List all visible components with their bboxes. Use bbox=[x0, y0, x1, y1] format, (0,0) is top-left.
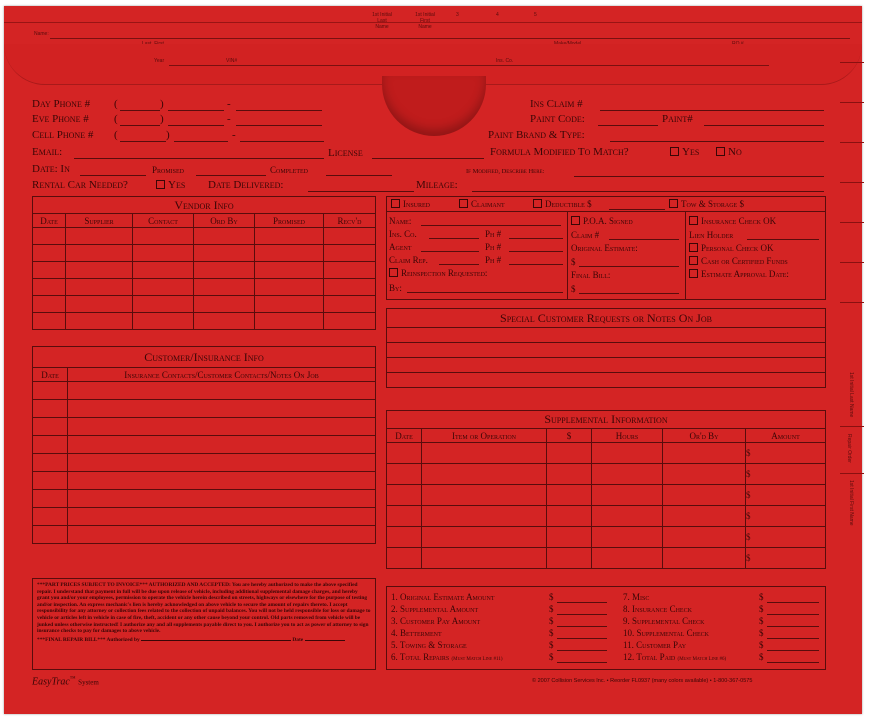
date-delivered-label: Date Delivered: bbox=[208, 179, 284, 191]
estimate-approval-label: Estimate Approval Date: bbox=[701, 269, 789, 279]
final-repair-label: ***FINAL REPAIR BILL*** Authorized by bbox=[37, 636, 140, 643]
poa-label: P.O.A. Signed bbox=[583, 216, 633, 226]
cell-phone-label: Cell Phone # bbox=[32, 129, 94, 141]
total-line-12 bbox=[623, 652, 726, 662]
final-repair-line bbox=[37, 637, 371, 644]
insured-label: Insured bbox=[403, 199, 430, 209]
total-line-8: 8. Insurance Check bbox=[623, 604, 692, 614]
file-folder: 1st Initial Last Name 1st Initial First Name 3 4 5 Name: Year VIN# Ins. Co. Day Phone # ( ) - Eve Phone # ( ) - Cell Phone # ( ) - Email: License Date: In Promised Completed Rental Car Needed? Yes Date Delivered: Ins Claim # Paint Code: Paint# Paint Brand & Type: Formula Modified To Match? Yes No If Modified, Describe Here: Mileage: Vendor Info Date Supplier Contact Ord By Promised Recv'd Customer/Insurance Info Date Insurance Contacts/Customer Contacts/Notes On Job Insured Claimant Deductible $ Tow & Storage $ Name: Ins. Co. Ph # Agent Ph # Claim Rep. Ph # Reinspection Requested: By: P.O.A. Signed Claim # Original Estimate: $ Final Bill: $ Insurance Check OK Lien Holder Personal Check OK Cash or Certified Funds Estimate Approval Date: Special Customer Requests or Notes On Job Supplemental Information Date Item or Operation $ Hours Or'd By Amount $ $ $ $ $ $ ***PART PRICES SUBJECT TO INVOICE*** AUTHORIZED AND ACCEPTED: You are hereby authorized to make the above specified repair. I understand that payment in full will be due upon release of vehicle, including additional supplemental damage charges, and hereby grant you and/or your employees, permission to operate the vehicle herein described on streets, highways or elsewhere for the purpose of testing and/or inspection. An express mechanic's lien is hereby acknowledged on above vehicle to secure the amount of repairs thereto. I accept responsibility for any attorney or collection fees related to the collection of unpaid balances. You will not be held responsible for loss or damage to vehicle or articles left in vehicle in case of fire, theft, accident or any other cause beyond your control. Old parts removed from vehicle will be junked unless otherwise instructed! I authorize any and all supplements payable direct to you. I authorize you to act as power of attorney to sign insurance checks to pay for damages to above vehicle. ***FINAL REPAIR BILL*** Authorized by Date 1. Original Estimate Amount 2. Supplemental Amount 3. Customer Pay Amount 4. Betterment 5. Towing & Storage 6. Total Repairs (Must Match Line #11) $ $ $ $ $ $ 7. Misc 8. Insurance Check 9. Supplemental Check 10. Supplemental Check 11. Customer Pay 12. Total Paid (Must Match Line #6) $ $ $ $ $ $ EasyTrac™ System © 2007 Collision Services Inc. • Reorder FL0937 (many colors available) • 1-800-367-0575 1st Initial Last Name Repair Order 1st Initial First Name bbox=[4, 6, 862, 714]
brand-name: EasyTrac bbox=[32, 676, 70, 688]
dollar-4: $ bbox=[549, 628, 554, 638]
insurance-details-box bbox=[386, 196, 826, 300]
top-tab-2: 1st Initial First Name bbox=[415, 12, 435, 30]
table-row[interactable] bbox=[387, 548, 826, 569]
total-repairs-note: (Must Match Line #11) bbox=[451, 657, 503, 662]
table-row[interactable] bbox=[33, 245, 376, 262]
table-row[interactable] bbox=[387, 485, 826, 506]
checkbox-icon bbox=[156, 180, 165, 189]
rental-yes-checkbox[interactable] bbox=[156, 179, 185, 191]
ins-name-label: Name: bbox=[389, 216, 412, 226]
orig-est-dollar: $ bbox=[571, 257, 576, 267]
authorization-text: ***PART PRICES SUBJECT TO INVOICE*** AUTHORIZED AND ACCEPTED: You are hereby authorized to make the above specified repair. I understand that payment in full will be due upon release of vehicle, including additional supplemental damage charges, and hereby grant you and/or your employees, permission to operate the vehicle herein described on streets, highways or elsewhere for the purpose of testing and/or inspection. An express mechanic's lien is hereby acknowledged on above vehicle to secure the amount of repairs thereto. I accept responsibility for any attorney or collection fees related to the collection of unpaid balances. You will not be held responsible for loss or damage to vehicle or articles left in vehicle in case of fire, theft, accident or any other cause beyond your control. Old parts removed from vehicle will be junked unless otherwise instructed! I authorize any and all supplements payable direct to you. I authorize you to act as power of attorney to sign insurance checks to pay for damages to above vehicle. bbox=[37, 582, 371, 635]
vendor-col-recvd: Recv'd bbox=[324, 214, 376, 228]
authorization-box bbox=[32, 578, 376, 670]
total-line-9: 9. Supplemental Check bbox=[623, 616, 705, 626]
tow-storage-label: Tow & Storage $ bbox=[681, 199, 744, 209]
checkbox-icon bbox=[689, 216, 698, 225]
amount-field-12[interactable] bbox=[767, 652, 819, 663]
dollar-1: $ bbox=[549, 592, 554, 602]
formula-no-label: No bbox=[728, 146, 742, 158]
total-paid-note: (Must Match Line #6) bbox=[677, 657, 727, 662]
total-line-6 bbox=[391, 652, 503, 662]
day-phone-area-field[interactable] bbox=[120, 98, 160, 111]
amount-field-6[interactable] bbox=[557, 652, 607, 663]
vendor-col-date: Date bbox=[33, 214, 66, 228]
claim-rep-label: Claim Rep. bbox=[389, 255, 428, 265]
ins-claim-label: Ins Claim # bbox=[530, 98, 583, 110]
supp-col-item: Item or Operation bbox=[422, 429, 547, 443]
completed-label: Completed bbox=[270, 165, 309, 175]
total-line-10: 10. Supplemental Check bbox=[623, 628, 709, 638]
estimate-approval-checkbox[interactable] bbox=[689, 269, 789, 279]
paint-brand-label: Paint Brand & Type: bbox=[488, 129, 585, 141]
side-tab-repair-order bbox=[840, 426, 864, 474]
vendor-info-table bbox=[32, 196, 376, 330]
agent-label: Agent bbox=[389, 242, 412, 252]
table-row[interactable] bbox=[387, 328, 826, 343]
amount-dollar: $ bbox=[746, 443, 826, 464]
reinspection-checkbox[interactable] bbox=[389, 268, 487, 278]
claim-rep-ph-label: Ph # bbox=[485, 255, 502, 265]
amount-dollar: $ bbox=[746, 485, 826, 506]
total-line-4: 4. Betterment bbox=[391, 628, 442, 638]
table-row[interactable] bbox=[387, 443, 826, 464]
checkbox-icon bbox=[571, 216, 580, 225]
license-label: License bbox=[328, 147, 363, 159]
amount-field-10[interactable] bbox=[767, 628, 819, 639]
ins-co-field[interactable] bbox=[429, 228, 479, 239]
date-delivered-field[interactable] bbox=[308, 179, 414, 192]
top-tab-1: 1st Initial Last Name bbox=[372, 12, 392, 30]
vendor-col-promised: Promised bbox=[255, 214, 324, 228]
total-line-7: 7. Misc bbox=[623, 592, 650, 602]
lien-holder-label: Lien Holder bbox=[689, 230, 734, 240]
date-in-field[interactable] bbox=[80, 163, 146, 176]
total-line-2: 2. Supplemental Amount bbox=[391, 604, 479, 614]
amount-field-3[interactable] bbox=[557, 616, 607, 627]
rental-label: Rental Car Needed? bbox=[32, 179, 128, 191]
dollar-3: $ bbox=[549, 616, 554, 626]
final-date-label: Date bbox=[292, 636, 304, 643]
ins-check-ok-label: Insurance Check OK bbox=[701, 216, 777, 226]
dollar-6: $ bbox=[549, 652, 554, 662]
ins-name-field[interactable] bbox=[421, 215, 561, 226]
original-estimate-field[interactable] bbox=[579, 256, 679, 267]
supp-col-amount: Amount bbox=[746, 429, 826, 443]
paint-code-label: Paint Code: bbox=[530, 113, 585, 125]
eve-phone-prefix-field[interactable] bbox=[168, 113, 224, 126]
table-row[interactable] bbox=[33, 436, 376, 454]
formula-yes-label: Yes bbox=[682, 146, 700, 158]
eve-phone-area-field[interactable] bbox=[120, 113, 160, 126]
claimant-label: Claimant bbox=[471, 199, 505, 209]
checkbox-icon bbox=[391, 199, 400, 208]
table-row[interactable] bbox=[387, 358, 826, 373]
formula-label: Formula Modified To Match? bbox=[490, 146, 629, 158]
table-row[interactable] bbox=[387, 506, 826, 527]
amount-field-2[interactable] bbox=[557, 604, 607, 615]
brand-system: System bbox=[78, 678, 99, 687]
checkbox-icon bbox=[689, 269, 698, 278]
tow-storage-checkbox[interactable] bbox=[669, 199, 744, 209]
thumb-cutout bbox=[382, 76, 486, 136]
amount-dollar: $ bbox=[746, 527, 826, 548]
ins-co-label: Ins. Co. bbox=[496, 58, 514, 64]
table-row[interactable] bbox=[33, 400, 376, 418]
mileage-label: Mileage: bbox=[416, 179, 458, 191]
total-line-5: 5. Towing & Storage bbox=[391, 640, 467, 650]
ins-check-ok-checkbox[interactable] bbox=[689, 216, 776, 226]
ins-co-field-label: Ins. Co. bbox=[389, 229, 417, 239]
claim-number-field[interactable] bbox=[609, 229, 679, 240]
checkbox-icon bbox=[459, 199, 468, 208]
email-label: Email: bbox=[32, 146, 63, 158]
dollar-5: $ bbox=[549, 640, 554, 650]
vendor-col-supplier: Supplier bbox=[66, 214, 133, 228]
amount-field-5[interactable] bbox=[557, 640, 607, 651]
copyright-text: © 2007 Collision Services Inc. • Reorder FL0937 (many colors available) • 1-800-367-0575 bbox=[532, 678, 753, 684]
promised-field[interactable] bbox=[196, 163, 266, 176]
amount-field-7[interactable] bbox=[767, 592, 819, 603]
ins-claim-field[interactable] bbox=[600, 98, 824, 111]
dollar-11: $ bbox=[759, 640, 764, 650]
dollar-9: $ bbox=[759, 616, 764, 626]
original-estimate-label: Original Estimate: bbox=[571, 243, 638, 253]
table-row[interactable] bbox=[387, 343, 826, 358]
brand-logo bbox=[32, 676, 99, 687]
claim-rep-field[interactable] bbox=[439, 254, 479, 265]
supp-col-dollar: $ bbox=[547, 429, 592, 443]
year-label: Year bbox=[154, 58, 165, 64]
day-phone-prefix-field[interactable] bbox=[168, 98, 224, 111]
formula-no-checkbox[interactable] bbox=[716, 146, 742, 158]
supp-col-hours: Hours bbox=[592, 429, 663, 443]
personal-check-label: Personal Check OK bbox=[701, 243, 774, 253]
top-tab-4: 4 bbox=[496, 12, 499, 18]
table-row[interactable] bbox=[33, 508, 376, 526]
side-tab-first-name: 1st Initial First Name bbox=[848, 480, 854, 526]
agent-ph-field[interactable] bbox=[509, 241, 563, 252]
vin-label: VIN# bbox=[226, 58, 238, 64]
customer-insurance-title: Customer/Insurance Info bbox=[33, 347, 376, 368]
ins-co-ph-field[interactable] bbox=[509, 228, 563, 239]
authorized-by-field[interactable] bbox=[141, 640, 291, 641]
table-row[interactable] bbox=[387, 373, 826, 388]
amount-field-1[interactable] bbox=[557, 592, 607, 603]
cell-phone-area-field[interactable] bbox=[120, 129, 166, 142]
if-modified-label: If Modified, Describe Here: bbox=[466, 168, 545, 175]
special-requests-table bbox=[386, 308, 826, 388]
claimant-checkbox[interactable] bbox=[459, 199, 505, 209]
reinspection-label: Reinspection Requested: bbox=[401, 268, 488, 278]
table-row[interactable] bbox=[33, 418, 376, 436]
year-vin-line bbox=[169, 65, 769, 66]
dollar-7: $ bbox=[759, 592, 764, 602]
table-row[interactable] bbox=[33, 490, 376, 508]
side-tab-repair-order-label: Repair Order bbox=[846, 434, 852, 463]
promised-label: Promised bbox=[152, 165, 185, 175]
final-bill-field[interactable] bbox=[579, 283, 679, 294]
dollar-8: $ bbox=[759, 604, 764, 614]
table-row[interactable] bbox=[33, 262, 376, 279]
table-row[interactable] bbox=[387, 527, 826, 548]
date-in-label: Date: In bbox=[32, 163, 70, 175]
eve-phone-number-field[interactable] bbox=[236, 113, 322, 126]
cash-checkbox[interactable] bbox=[689, 256, 788, 266]
deductible-field[interactable] bbox=[609, 199, 665, 210]
completed-field[interactable] bbox=[326, 163, 392, 176]
paint-number-label: Paint# bbox=[662, 113, 693, 125]
amount-dollar: $ bbox=[746, 548, 826, 569]
table-row[interactable] bbox=[33, 296, 376, 313]
top-tab-5: 5 bbox=[534, 12, 537, 18]
total-line-3: 3. Customer Pay Amount bbox=[391, 616, 481, 626]
deductible-checkbox[interactable] bbox=[533, 199, 592, 209]
table-row[interactable] bbox=[33, 472, 376, 490]
amount-field-11[interactable] bbox=[767, 640, 819, 651]
amount-dollar: $ bbox=[746, 506, 826, 527]
checkbox-icon bbox=[689, 243, 698, 252]
day-phone-number-field[interactable] bbox=[236, 98, 322, 111]
vendor-info-title: Vendor Info bbox=[33, 197, 376, 214]
claim-number-label: Claim # bbox=[571, 230, 600, 240]
cell-phone-number-field[interactable] bbox=[240, 129, 324, 142]
amount-field-9[interactable] bbox=[767, 616, 819, 627]
paint-brand-field[interactable] bbox=[610, 129, 824, 142]
final-date-field[interactable] bbox=[305, 640, 345, 641]
special-requests-title: Special Customer Requests or Notes On Job bbox=[387, 309, 826, 328]
deductible-label: Deductible $ bbox=[545, 199, 592, 209]
final-bill-dollar: $ bbox=[571, 284, 576, 294]
formula-yes-checkbox[interactable] bbox=[670, 146, 699, 158]
amount-field-4[interactable] bbox=[557, 628, 607, 639]
ins-co-ph-label: Ph # bbox=[485, 229, 502, 239]
side-tab-last-name: 1st Initial Last Name bbox=[848, 372, 854, 418]
trademark-mark: ™ bbox=[69, 676, 76, 682]
cust-col-date: Date bbox=[33, 368, 68, 382]
paint-code-field[interactable] bbox=[598, 113, 658, 126]
table-row[interactable] bbox=[33, 382, 376, 400]
name-line bbox=[50, 38, 850, 39]
amount-dollar: $ bbox=[746, 464, 826, 485]
eve-phone-label: Eve Phone # bbox=[32, 113, 89, 125]
license-field[interactable] bbox=[372, 146, 484, 159]
table-row[interactable] bbox=[33, 313, 376, 330]
checkbox-icon bbox=[389, 268, 398, 277]
day-phone-label: Day Phone # bbox=[32, 98, 91, 110]
dollar-2: $ bbox=[549, 604, 554, 614]
table-row[interactable] bbox=[33, 228, 376, 245]
insured-checkbox[interactable] bbox=[391, 199, 430, 209]
total-line-11: 11. Customer Pay bbox=[623, 640, 687, 650]
table-row[interactable] bbox=[33, 454, 376, 472]
top-fold-line bbox=[4, 22, 862, 23]
email-field[interactable] bbox=[74, 146, 324, 159]
checkbox-icon bbox=[533, 199, 542, 208]
personal-check-checkbox[interactable] bbox=[689, 243, 774, 253]
lien-holder-field[interactable] bbox=[747, 229, 819, 240]
agent-field[interactable] bbox=[421, 241, 479, 252]
dollar-12: $ bbox=[759, 652, 764, 662]
supp-col-ord-by: Or'd By bbox=[663, 429, 746, 443]
total-repairs-label: 6. Total Repairs bbox=[391, 652, 450, 662]
totals-box bbox=[386, 586, 826, 670]
table-row[interactable] bbox=[387, 464, 826, 485]
mileage-field[interactable] bbox=[472, 179, 824, 192]
final-bill-label: Final Bill: bbox=[571, 270, 611, 280]
table-row[interactable] bbox=[33, 526, 376, 544]
checkbox-icon bbox=[670, 147, 679, 156]
paint-number-field[interactable] bbox=[704, 113, 824, 126]
checkbox-icon bbox=[689, 256, 698, 265]
rental-yes-label: Yes bbox=[168, 179, 186, 191]
total-line-1: 1. Original Estimate Amount bbox=[391, 592, 495, 602]
supp-col-date: Date bbox=[387, 429, 422, 443]
if-modified-field[interactable] bbox=[574, 166, 824, 177]
amount-field-8[interactable] bbox=[767, 604, 819, 615]
customer-insurance-table bbox=[32, 346, 376, 544]
cash-label: Cash or Certified Funds bbox=[701, 256, 788, 266]
poa-checkbox[interactable] bbox=[571, 216, 633, 226]
supplemental-info-table bbox=[386, 410, 826, 569]
agent-ph-label: Ph # bbox=[485, 242, 502, 252]
vendor-col-contact: Contact bbox=[133, 214, 194, 228]
vendor-col-ord-by: Ord By bbox=[194, 214, 255, 228]
name-label: Name: bbox=[34, 31, 49, 37]
checkbox-icon bbox=[669, 199, 678, 208]
checkbox-icon bbox=[716, 147, 725, 156]
by-field[interactable] bbox=[407, 282, 563, 293]
claim-rep-ph-field[interactable] bbox=[509, 254, 563, 265]
table-row[interactable] bbox=[33, 279, 376, 296]
by-label: By: bbox=[389, 283, 402, 293]
supplemental-info-title: Supplemental Information bbox=[387, 411, 826, 429]
cust-col-notes: Insurance Contacts/Customer Contacts/Notes On Job bbox=[68, 368, 376, 382]
top-tab-3: 3 bbox=[456, 12, 459, 18]
total-paid-label: 12. Total Paid bbox=[623, 652, 676, 662]
cell-phone-prefix-field[interactable] bbox=[174, 129, 228, 142]
dollar-10: $ bbox=[759, 628, 764, 638]
